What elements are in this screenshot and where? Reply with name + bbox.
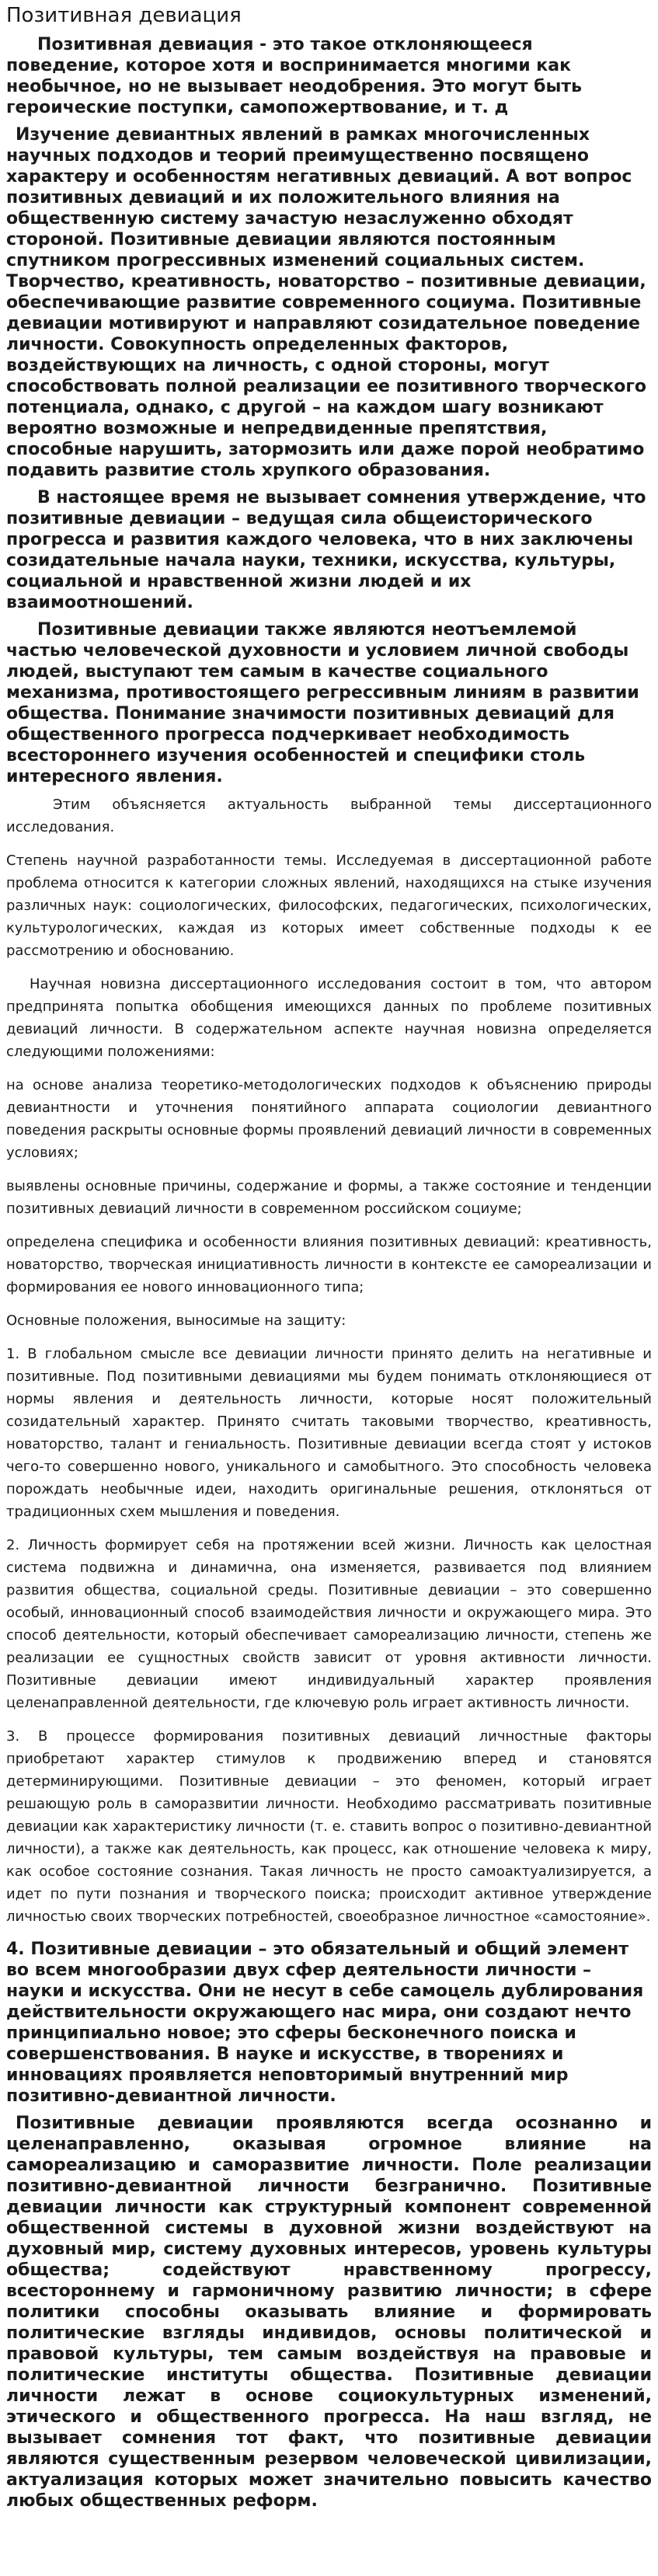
paragraph: Изучение девиантных явлений в рамках многочисленных научных подходов и теорий преимущественно посвящено характеру и особенностям негативных девиаций. А вот вопрос позитивных девиаций и их положительного влияния на общественную систему зачастую незаслуженно обходят стороной. Позитивные девиации являются постоянным спутником прогрессивных изменений социальных систем. Творчество, креативность, новаторство – позитивные девиации, обеспечивающие развитие современного социума. Позитивные девиации мотивируют и направляют созидательное поведение личности. Совокупность определенных факторов, воздействующих на личность, с одной стороны, могут способствовать полной реализации ее позитивного творческого потенциала, однако, с другой – на каждом шагу возникают вероятно возможные и непредвиденные препятствия, способные нарушить, затормозить или даже порой необратимо подавить развитие столь хрупкого образования. <box>6 125 647 480</box>
numbered-item: 2. Личность формирует себя на протяжении всей жизни. Личность как целостная система подвижна и динамична, она изменяется, развивается под влиянием развития общества, социальной среды. Позитивные девиации – это совершенно особый, инновационный способ взаимодействия личности и окружающего мира. Это способ деятельности, который обеспечивает самореализацию личности, степень же реализации ее сущностных свойств зависит от уровня активности личности. Позитивные девиации имеют индивидуальный характер проявления целенаправленной деятельности, где ключевую роль играет активность личности. <box>6 1537 652 1711</box>
list-item: определена специфика и особенности влияния позитивных девиаций: креативность, новаторство, творческая инициативность личности в контексте ее самореализации и формирования ее нового инновационного типа; <box>6 1234 652 1295</box>
list-item: выявлены основные причины, содержание и формы, а также состояние и тенденции позитивных девиаций личности в современном российском социуме; <box>6 1178 652 1217</box>
numbered-item: 3. В процессе формирования позитивных девиаций личностные факторы приобретают характер стимулов к продвижению вперед и становятся детерминирующими. Позитивные девиации – это феномен, который играет решающую роль в саморазвитии личности. Необходимо рассматривать позитивные девиации как характеристику личности (т. е. ставить вопрос о позитивно-девиантной личности), а также как деятельность, как процесс, как отношение человека к миру, как особое состояние сознания. Такая личность не просто самоактуализируется, а идет по пути познания и творческого поиска; происходит активное утверждение личностью своих творческих потребностей, своеобразное личностное «самостояние». <box>6 1728 652 1925</box>
paragraph: Позитивная девиация - это такое отклоняющееся поведение, которое хотя и воспринимается многими как необычное, но не вызывает неодобрения. Это могут быть героические поступки, самопожертвование, и т. д <box>6 35 583 117</box>
paragraph: Научная новизна диссертационного исследования состоит в том, что автором предпринята попытка обобщения имеющихся данных по проблеме позитивных девиаций личности. В содержательном аспекте научная новизна определяется следующими положениями: <box>6 976 652 1060</box>
paragraph: В настоящее время не вызывает сомнения утверждение, что позитивные девиации – ведущая сила общеисторического прогресса и развития каждого человека, что в них заключены созидательные начала науки, техники, искусства, культуры, социальной и нравственной жизни людей и их взаимоотношений. <box>6 488 646 612</box>
document-title: Позитивная девиация <box>6 4 242 27</box>
paragraph: Этим объясняется актуальность выбранной темы диссертационного исследования. <box>6 797 652 835</box>
paragraph: Степень научной разработанности темы. Исследуемая в диссертационной работе проблема относится к категории сложных явлений, находящихся на стыке изучения различных наук: социологических, философских, педагогических, психологических, культурологических, каждая из которых имеет собственные подходы к ее рассмотрению и обоснованию. <box>6 852 652 959</box>
section-heading: Основные положения, выносимые на защиту: <box>6 1312 346 1329</box>
document-body <box>6 34 652 2512</box>
numbered-item: 1. В глобальном смысле все девиации личности принято делить на негативные и позитивные. Под позитивными девиациями мы будем понимать отклоняющиеся от нормы явления и деятельность личности, которые носят положительный созидательный характер. Принято считать таковыми творчество, креативность, новаторство, талант и гениальность. Позитивные девиации всегда стоят у истоков чего-то совершенно нового, уникального и самобытного. Это способность человека порождать необычные идеи, находить оригинальные решения, отклоняться от традиционных схем мышления и поведения. <box>6 1346 652 1520</box>
paragraph: Позитивные девиации также являются неотъемлемой частью человеческой духовности и условием личной свободы людей, выступают тем самым в качестве социального механизма, противостоящего регрессивным линиям в развитии общества. Понимание значимости позитивных девиаций для общественного прогресса подчеркивает необходимость всестороннего изучения особенностей и специфики столь интересного явления. <box>6 620 639 786</box>
list-item: на основе анализа теоретико-методологических подходов к объяснению природы девиантности и уточнения понятийного аппарата социологии девиантного поведения раскрыты основные формы проявлений девиаций личности в современных условиях; <box>6 1077 652 1161</box>
paragraph: Позитивные девиации проявляются всегда осознанно и целенаправленно, оказывая огромное влияние на самореализацию и саморазвитие личности. Поле реализации позитивно-девиантной личности безгранично. Позитивные девиации личности как структурный компонент современной общественной системы в духовной жизни воздействуют на духовный мир, систему духовных интересов, уровень культуры общества; содействуют нравственному прогрессу, всестороннему и гармоничному развитию личности; в сфере политики способны оказывать влияние и формировать политические взгляды индивидов, основы политической и правовой культуры, тем самым воздействуя на правовые и политические институты общества. Позитивные девиации личности лежат в основе социокультурных изменений, этического и общественного прогресса. На наш взгляд, не вызывает сомнения тот факт, что позитивные девиации являются существенным резервом человеческой цивилизации, актуализация которых может значительно повысить качество любых общественных реформ. <box>6 2114 652 2511</box>
numbered-item: 4. Позитивные девиации – это обязательный и общий элемент во всем многообразии двух сфер деятельности личности – науки и искусства. Они не несут в себе самоцель дублирования действительности окружающего нас мира, они создают нечто принципиально новое; это сферы бесконечного поиска и совершенствования. В науке и искусстве, в творениях и инновациях проявляется неповторимый внутренний мир позитивно-девиантной личности. <box>6 1940 644 2106</box>
